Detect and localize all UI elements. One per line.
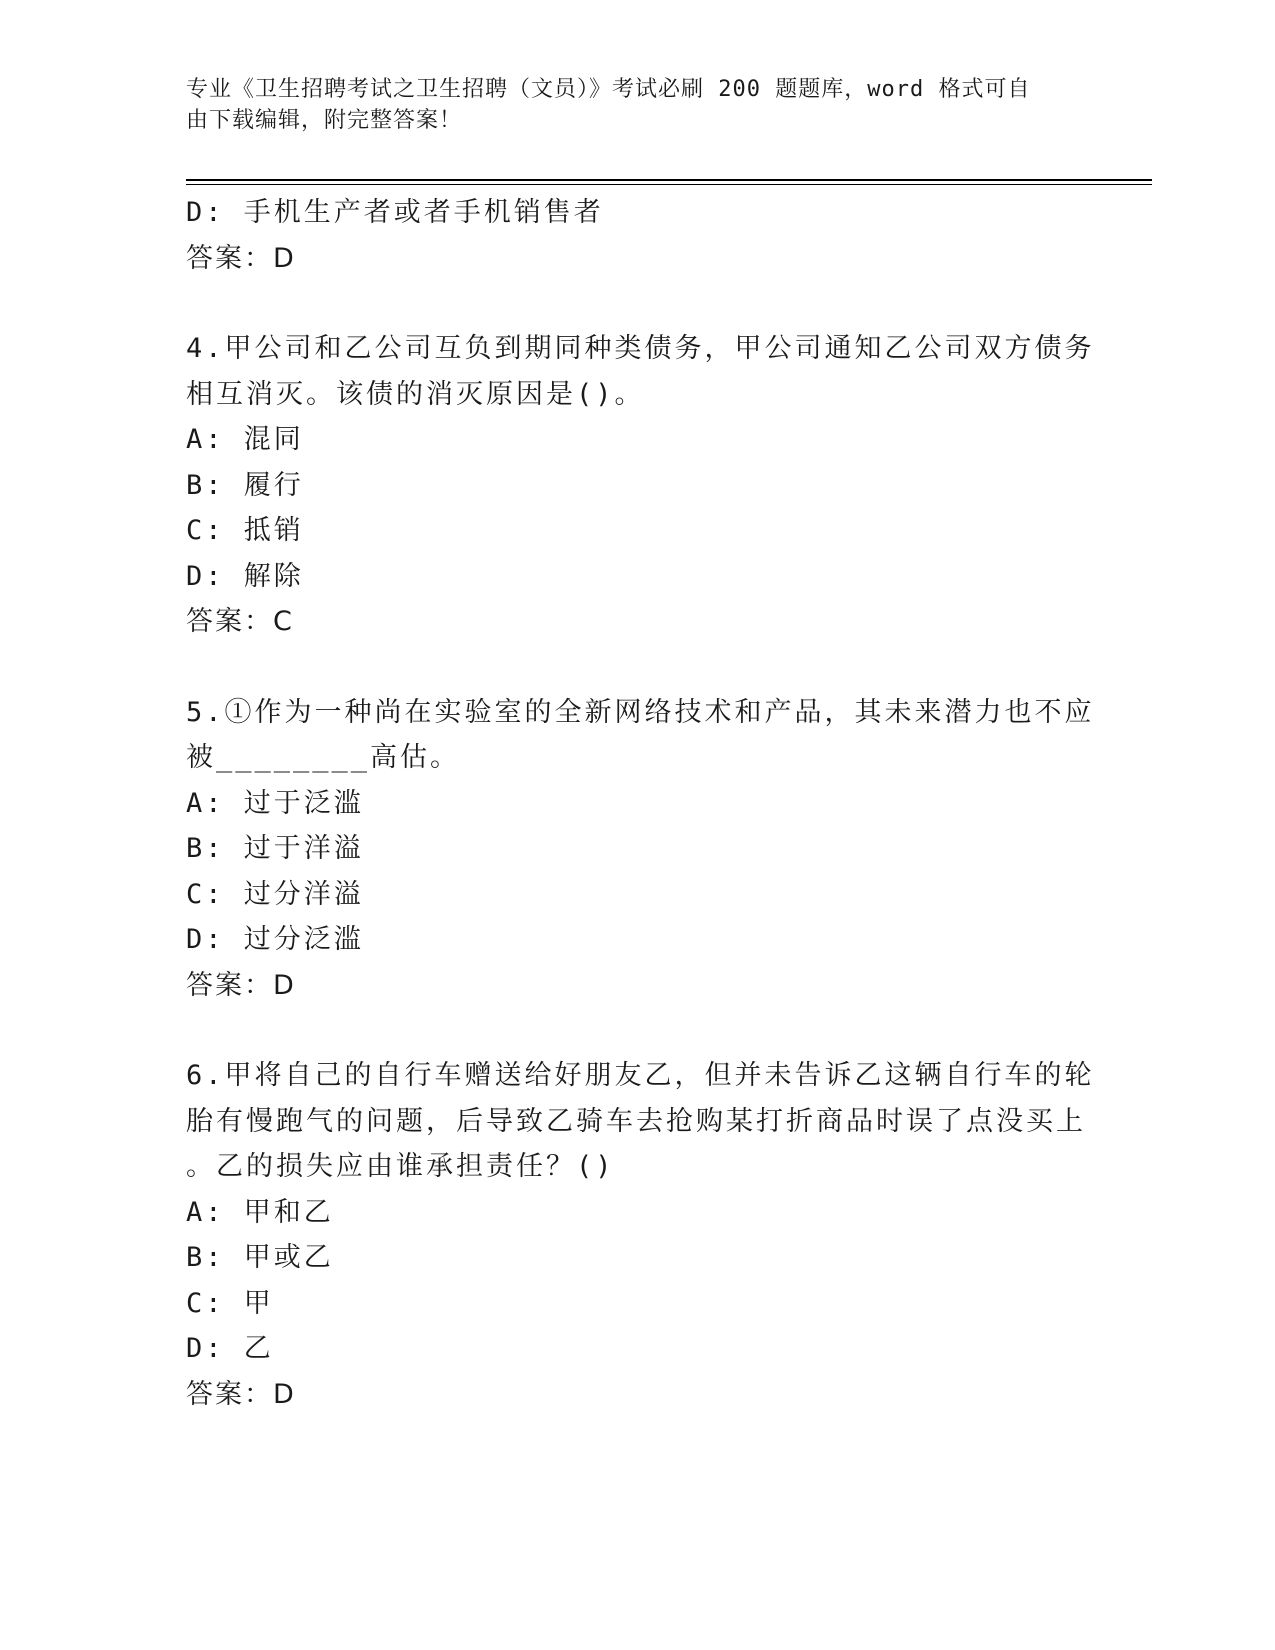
question-5 — [186, 690, 1095, 1009]
question-stem-line: 5.①作为一种尚在实验室的全新网络技术和产品，其未来潜力也不应 — [186, 696, 1095, 728]
option-c: C: 过分洋溢 — [186, 878, 364, 910]
option-a: A: 过于泛滥 — [186, 787, 364, 819]
option-d: D: 解除 — [186, 560, 304, 592]
question-stem-line: 。乙的损失应由谁承担责任？() — [186, 1151, 615, 1182]
option-a: A: 甲和乙 — [186, 1196, 334, 1228]
spacer — [186, 281, 1066, 326]
question-3-continued — [186, 190, 1066, 281]
question-stem-line: 胎有慢跑气的问题，后导致乙骑车去抢购某打折商品时误了点没买上 — [186, 1105, 1086, 1137]
header-line-1: 专业《卫生招聘考试之卫生招聘（文员）》考试必刷 200 题题库，word 格式可自 — [186, 77, 1031, 102]
option-d: D: 过分泛滥 — [186, 924, 364, 955]
answer-line: 答案：D — [186, 242, 296, 274]
header-rule-thick — [186, 179, 1152, 181]
option-c: C: 抵销 — [186, 515, 304, 546]
option-a: A: 混同 — [186, 424, 304, 455]
document-header — [186, 74, 1066, 136]
question-4 — [186, 326, 1095, 645]
header-line-2: 由下载编辑，附完整答案！ — [186, 108, 463, 133]
spacer — [186, 645, 1066, 690]
option-d: D: 乙 — [186, 1333, 274, 1364]
option-d: D: 手机生产者或者手机销售者 — [186, 197, 604, 228]
question-6 — [186, 1053, 1095, 1417]
answer-line: 答案：D — [186, 1378, 296, 1410]
question-stem-line: 6.甲将自己的自行车赠送给好朋友乙，但并未告诉乙这辆自行车的轮 — [186, 1060, 1095, 1091]
question-stem-line: 相互消灭。该债的消灭原因是()。 — [186, 378, 645, 410]
question-content — [186, 190, 1095, 1417]
option-b: B: 履行 — [186, 469, 304, 501]
answer-line: 答案：C — [186, 606, 294, 637]
header-rule-thin — [186, 184, 1152, 185]
question-stem-line: 4.甲公司和乙公司互负到期同种类债务，甲公司通知乙公司双方债务 — [186, 333, 1095, 364]
answer-line: 答案：D — [186, 969, 296, 1001]
option-b: B: 甲或乙 — [186, 1242, 334, 1273]
option-c: C: 甲 — [186, 1287, 274, 1319]
option-b: B: 过于洋溢 — [186, 833, 364, 864]
spacer — [186, 1008, 1066, 1053]
question-stem-line: 被________高估。 — [186, 742, 461, 773]
